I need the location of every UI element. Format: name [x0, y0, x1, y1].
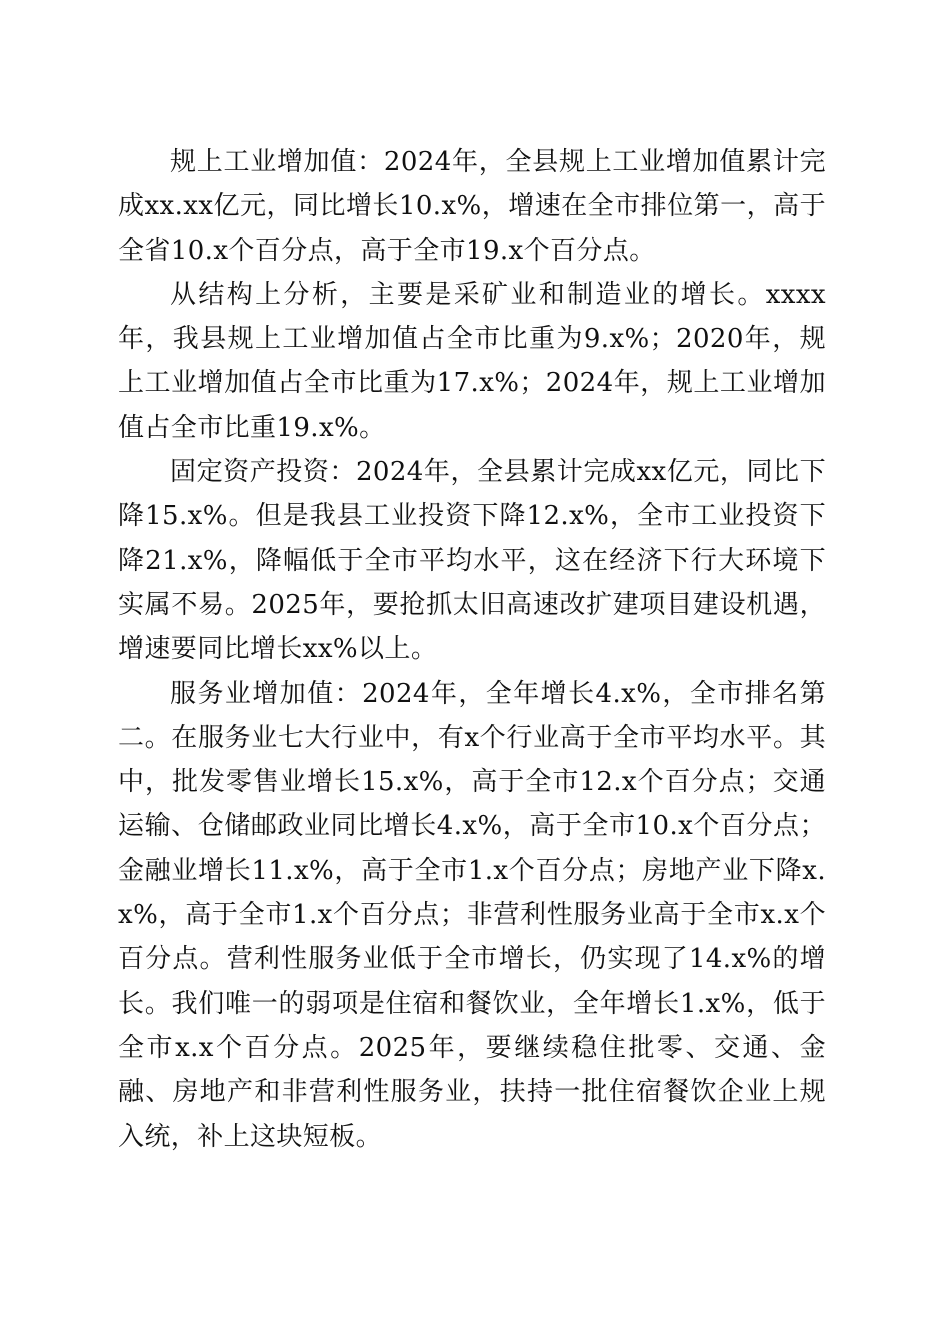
paragraph-industrial-value: 规上工业增加值：2024年，全县规上工业增加值累计完成xx.xx亿元，同比增长10.x%，增速在全市排位第一，高于全省10.x个百分点，高于全市19.x个百分点。 — [118, 147, 826, 266]
paragraph-fixed-asset-investment: 固定资产投资：2024年，全县累计完成xx亿元，同比下降15.x%。但是我县工业投资下降12.x%，全市工业投资下降21.x%，降幅低于全市平均水平，这在经济下行大环境下实属不易。2025年，要抢抓太旧高速改扩建项目建设机遇，增速要同比增长xx%以上。 — [118, 457, 826, 665]
paragraph-service-industry: 服务业增加值：2024年，全年增长4.x%，全市排名第二。在服务业七大行业中，有x个行业高于全市平均水平。其中，批发零售业增长15.x%，高于全市12.x个百分点；交通运输、仓储邮政业同比增长4.x%，高于全市10.x个百分点；金融业增长11.x%，高于全市1.x个百分点；房地产业下降x.x%，高于全市1.x个百分点；非营利性服务业高于全市x.x个百分点。营利性服务业低于全市增长，仍实现了14.x%的增长。我们唯一的弱项是住宿和餐饮业，全年增长1.x%，低于全市x.x个百分点。2025年，要继续稳住批零、交通、金融、房地产和非营利性服务业，扶持一批住宿餐饮企业上规入统，补上这块短板。 — [118, 678, 826, 1152]
paragraph-structure-analysis: 从结构上分析，主要是采矿业和制造业的增长。xxxx年，我县规上工业增加值占全市比重为9.x%；2020年，规上工业增加值占全市比重为17.x%；2024年，规上工业增加值占全市比重19.x%。 — [118, 279, 826, 443]
document-body — [118, 140, 826, 1159]
